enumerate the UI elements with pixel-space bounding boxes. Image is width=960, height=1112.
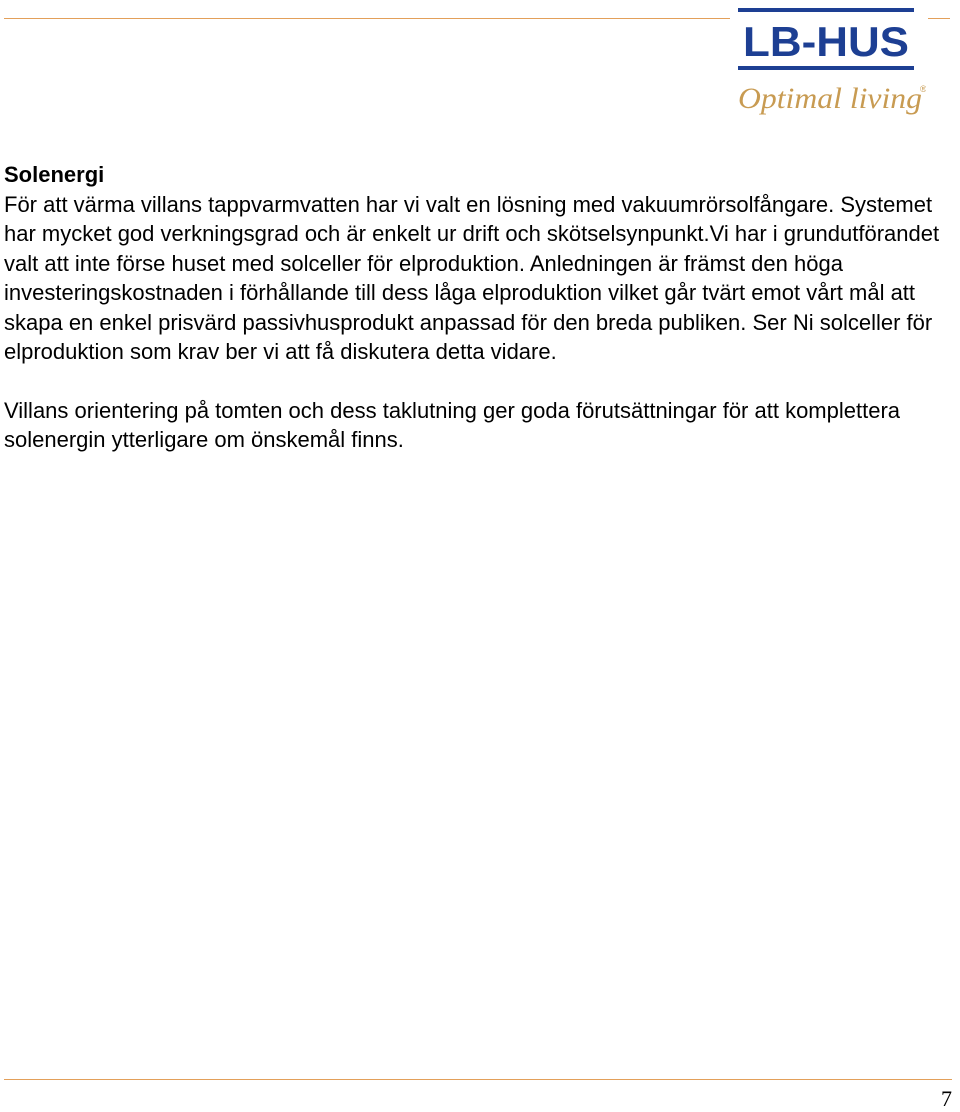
solar-energy-section — [4, 160, 956, 455]
paragraph-solar-description: För att värma villans tappvarmvatten har vi valt en lösning med vakuumrörsolfångare. Systemet har mycket god verkningsgrad och är enkelt ur drift och skötselsynpunkt.Vi har i grundutförandet valt att inte förse huset med solceller för elproduktion. Anledningen är främst den höga investeringskostnaden i förhållande till dess låga elproduktion vilket går tvärt emot vårt mål att skapa en enkel prisvärd passivhusprodukt anpassad för den breda publiken. Ser Ni solceller för elproduktion som krav ber vi att få diskutera detta vidare. — [4, 191, 940, 364]
svg-text:®: ® — [920, 84, 926, 94]
header-rule-right — [928, 18, 950, 19]
footer-rule — [4, 1079, 952, 1080]
section-heading: Solenergi — [4, 162, 105, 187]
lb-hus-logo — [730, 6, 926, 124]
page-number: 7 — [941, 1086, 952, 1111]
svg-text:LB-HUS: LB-HUS — [743, 18, 909, 65]
header-rule — [4, 18, 730, 19]
svg-text:Optimal living: Optimal living — [738, 82, 922, 115]
paragraph-orientation: Villans orientering på tomten och dess taklutning ger goda förutsättningar för att komplettera solenergin ytterligare om önskemål finns. — [4, 397, 901, 452]
